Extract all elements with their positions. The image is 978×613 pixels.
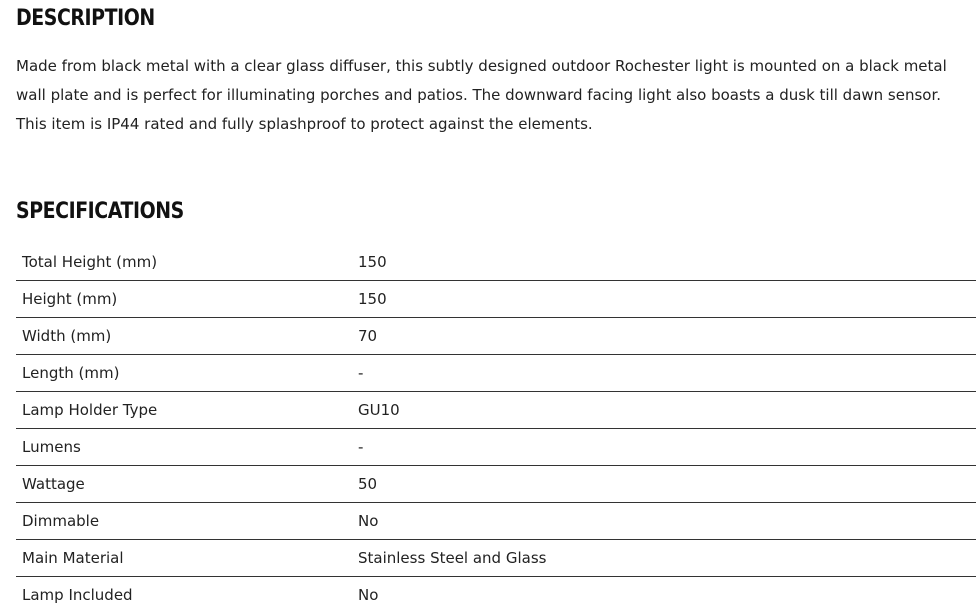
table-row <box>16 577 976 613</box>
spec-label: Total Height (mm) <box>16 244 352 281</box>
table-row <box>16 540 976 577</box>
table-row <box>16 503 976 540</box>
table-row <box>16 429 976 466</box>
specifications-heading: SPECIFICATIONS <box>16 201 184 223</box>
spec-label: Width (mm) <box>16 318 352 355</box>
spec-label: Lamp Included <box>16 577 352 613</box>
spec-value: 70 <box>352 318 976 355</box>
table-row <box>16 355 976 392</box>
table-row <box>16 281 976 318</box>
spec-value: No <box>352 503 976 540</box>
spec-label: Height (mm) <box>16 281 352 318</box>
spec-label: Lumens <box>16 429 352 466</box>
spec-label: Dimmable <box>16 503 352 540</box>
spec-value: GU10 <box>352 392 976 429</box>
spec-value: No <box>352 577 976 613</box>
spec-label: Lamp Holder Type <box>16 392 352 429</box>
spec-label: Main Material <box>16 540 352 577</box>
table-row <box>16 466 976 503</box>
spec-value: Stainless Steel and Glass <box>352 540 976 577</box>
spec-label: Length (mm) <box>16 355 352 392</box>
spec-value: 150 <box>352 281 976 318</box>
spec-value: - <box>352 355 976 392</box>
spec-value: 50 <box>352 466 976 503</box>
spec-value: 150 <box>352 244 976 281</box>
spec-value: - <box>352 429 976 466</box>
spec-label: Wattage <box>16 466 352 503</box>
table-row <box>16 318 976 355</box>
specifications-table <box>16 244 976 613</box>
table-row <box>16 392 976 429</box>
table-row <box>16 244 976 281</box>
description-heading: DESCRIPTION <box>16 8 155 30</box>
description-text: Made from black metal with a clear glass diffuser, this subtly designed outdoor Rochester light is mounted on a black metal wall plate and is perfect for illuminating porches and patios. The downward facing light also boasts a dusk till dawn sensor. This item is IP44 rated and fully splashproof to protect against the elements. <box>16 52 976 139</box>
